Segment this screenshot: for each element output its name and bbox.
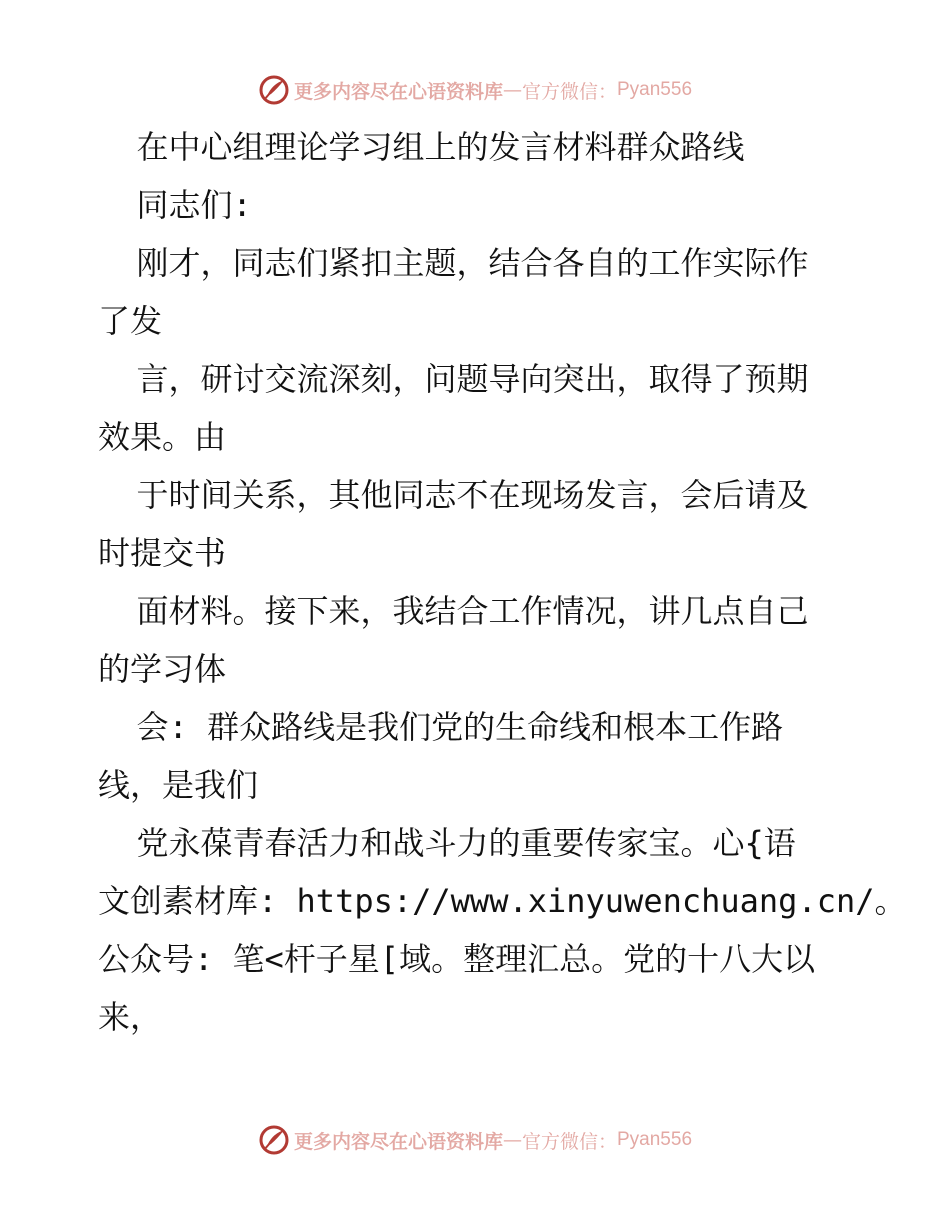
text-line: 公众号: 笔<杆子星[域。整理汇总。党的十八大以 bbox=[98, 940, 816, 978]
quill-logo-icon bbox=[258, 74, 290, 106]
banner-wechat-id: Pyan556 bbox=[617, 79, 693, 100]
text-line: 时提交书 bbox=[98, 534, 227, 572]
text-line: 于时间关系，其他同志不在现场发言，会后请及 bbox=[98, 476, 809, 514]
banner-separator: — bbox=[502, 1129, 522, 1151]
banner-wechat-label: 官方微信： bbox=[521, 1130, 617, 1153]
text-line: 同志们: bbox=[98, 186, 252, 224]
text-line: 效果。由 bbox=[98, 418, 227, 456]
text-line: 会: 群众路线是我们党的生命线和根本工作路 bbox=[98, 708, 784, 746]
banner-text: 更多内容尽在心语资料库 bbox=[293, 80, 503, 103]
banner-wechat-label: 官方微信： bbox=[521, 80, 617, 103]
text-line: 的学习体 bbox=[98, 650, 227, 688]
text-line: 来， bbox=[98, 998, 163, 1036]
header-banner bbox=[0, 70, 950, 110]
document-body bbox=[98, 118, 907, 1046]
text-line: 面材料。接下来，我结合工作情况，讲几点自己 bbox=[98, 592, 809, 630]
text-line: 言，研讨交流深刻，问题导向突出，取得了预期 bbox=[98, 360, 809, 398]
footer-banner bbox=[0, 1120, 950, 1160]
text-line: 了发 bbox=[98, 302, 163, 340]
quill-logo-icon bbox=[258, 1124, 290, 1156]
banner-separator: — bbox=[502, 79, 522, 101]
text-line: 文创素材库: https://www.xinyuwenchuang.cn/。 bbox=[98, 882, 907, 920]
text-line: 在中心组理论学习组上的发言材料群众路线 bbox=[98, 128, 745, 166]
text-line: 线，是我们 bbox=[98, 766, 259, 804]
text-line: 刚才，同志们紧扣主题，结合各自的工作实际作 bbox=[98, 244, 809, 282]
banner-text: 更多内容尽在心语资料库 bbox=[293, 1130, 503, 1153]
text-line: 党永葆青春活力和战斗力的重要传家宝。心{语 bbox=[98, 824, 796, 862]
banner-wechat-id: Pyan556 bbox=[617, 1129, 693, 1150]
